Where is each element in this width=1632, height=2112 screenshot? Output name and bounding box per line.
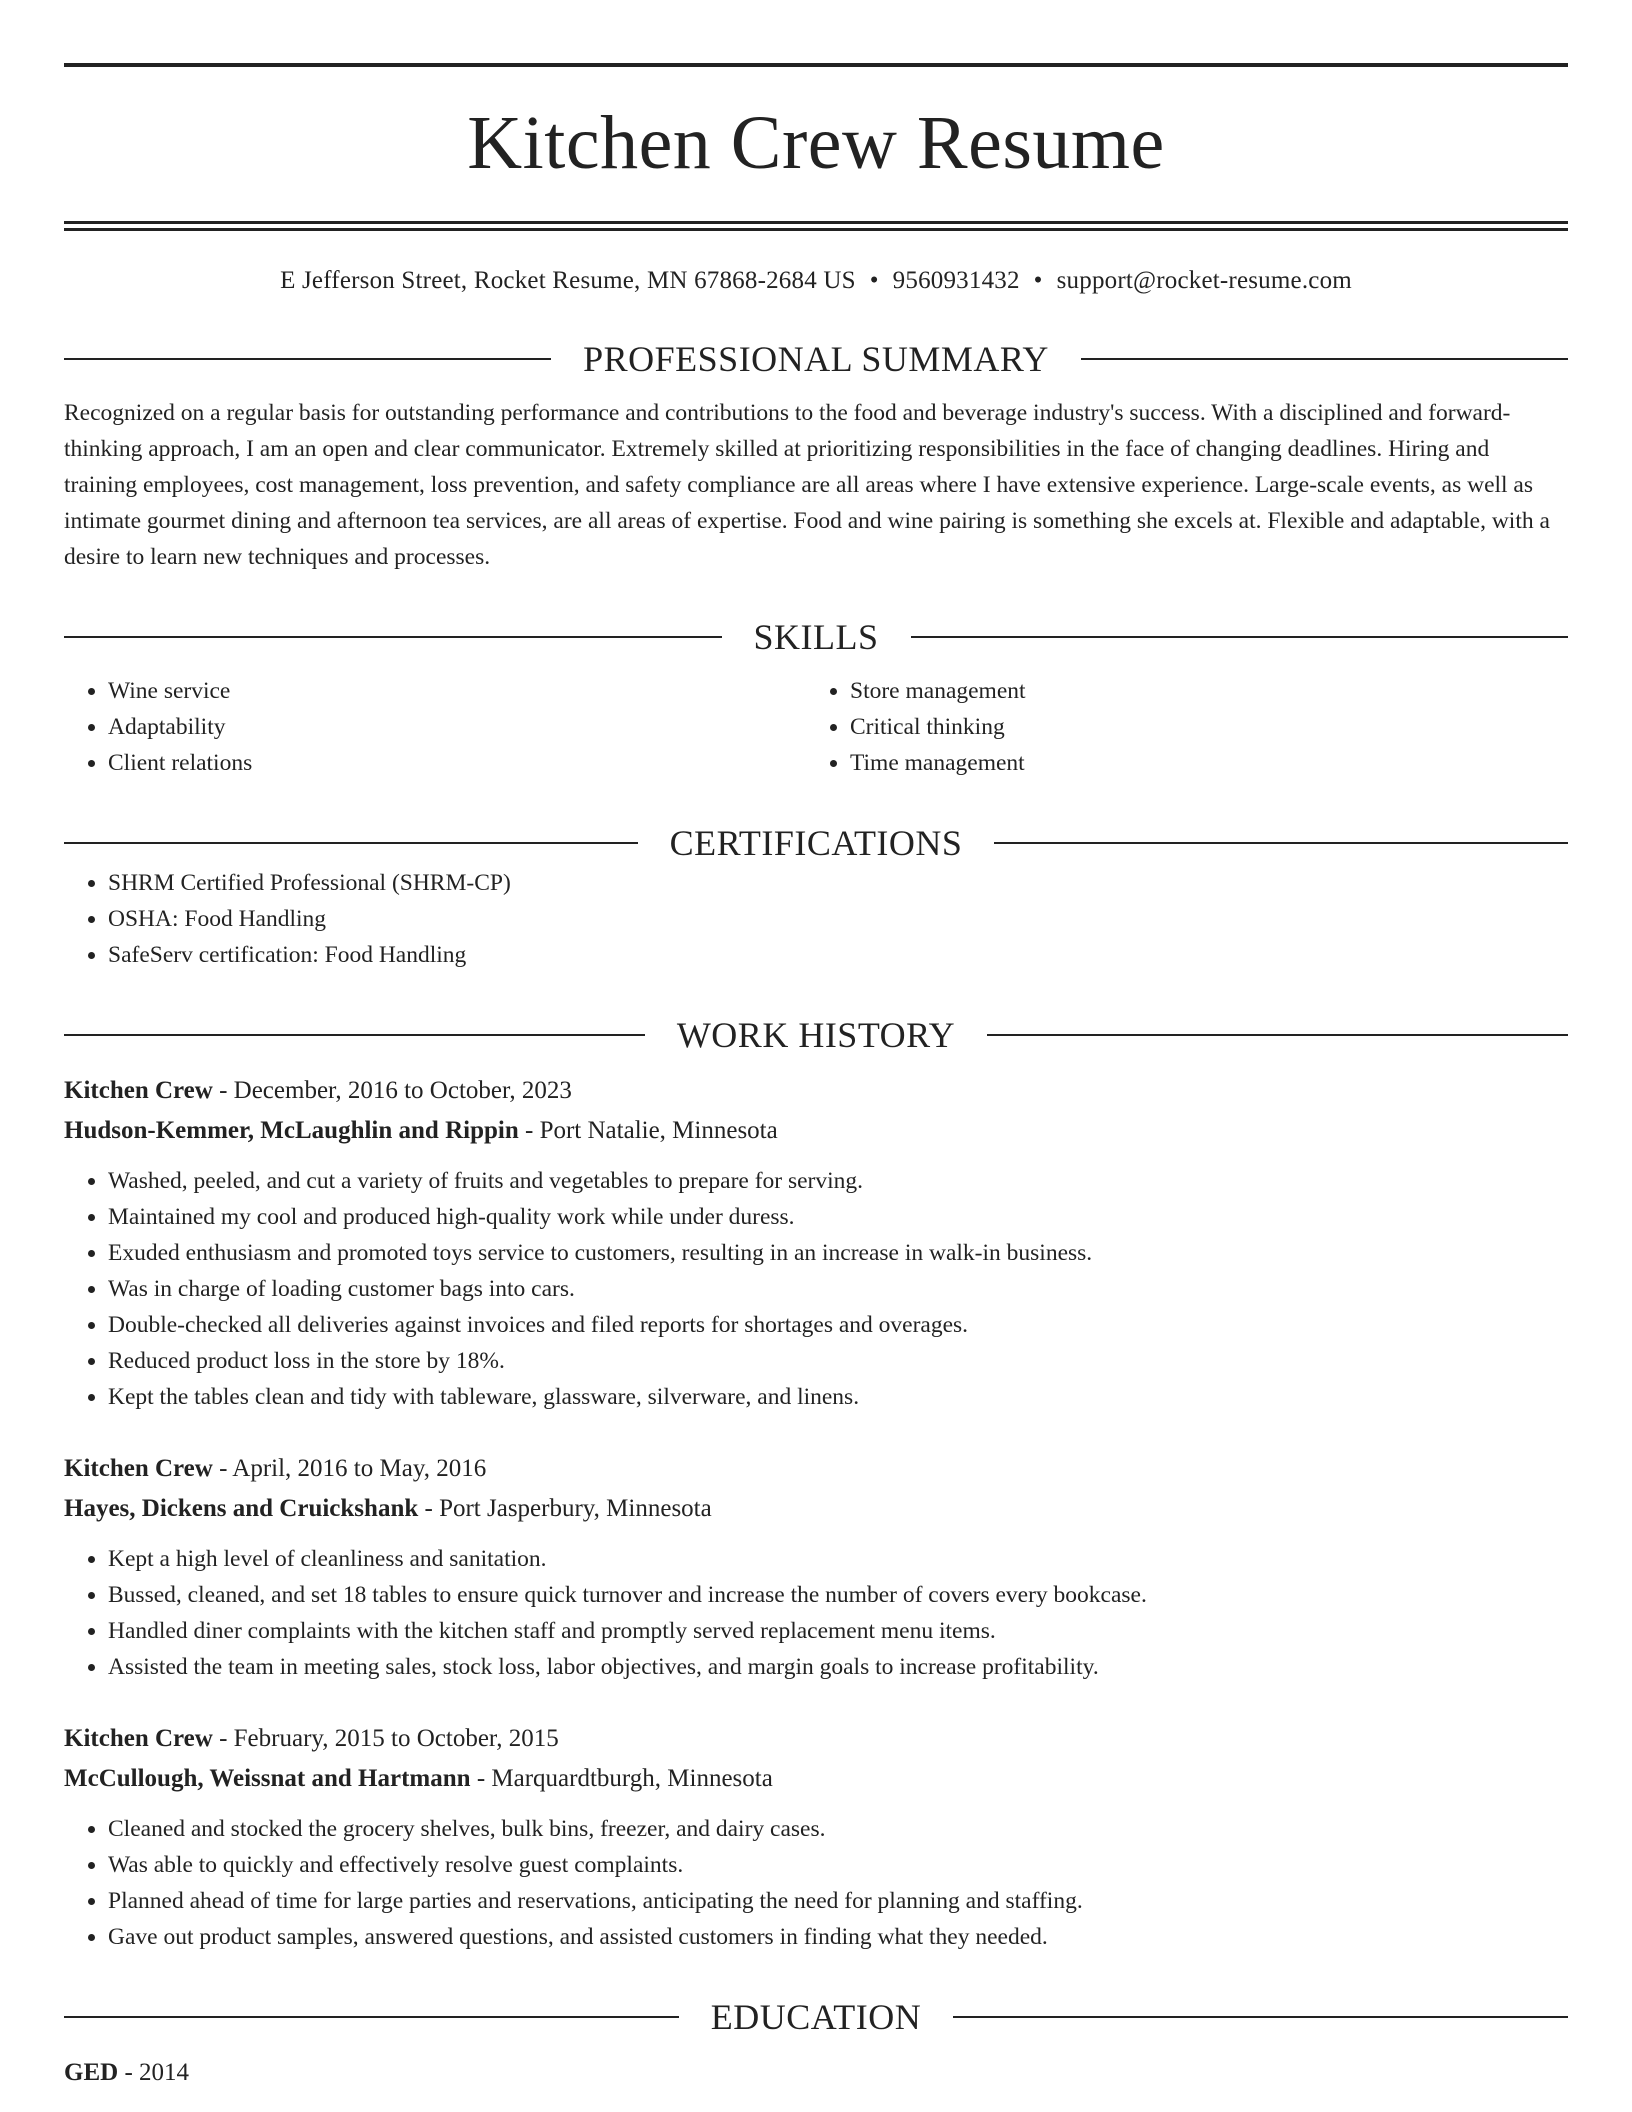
job-duty: • Was able to quickly and effectively resolve guest complaints.: [108, 1847, 1568, 1883]
contact-separator: •: [869, 267, 879, 294]
section-rule: [64, 842, 638, 844]
job-duty: • Assisted the team in meeting sales, stock loss, labor objectives, and margin goals to increase profitability.: [108, 1649, 1568, 1685]
job-role: Kitchen Crew: [64, 1077, 213, 1104]
job-company: Hayes, Dickens and Cruickshank: [64, 1495, 419, 1522]
job-duties-list: [64, 1541, 1568, 1685]
job-company: Hudson-Kemmer, McLaughlin and Rippin: [64, 1117, 519, 1144]
section-rule: [953, 2016, 1568, 2018]
job-location: - Marquardtburgh, Minnesota: [470, 1765, 773, 1792]
job-company: McCullough, Weissnat and Hartmann: [64, 1765, 471, 1792]
job-dates: - February, 2015 to October, 2015: [212, 1725, 559, 1752]
section-rule: [64, 358, 551, 360]
certification-item: • SHRM Certified Professional (SHRM-CP): [108, 865, 1568, 901]
section-title-summary: PROFESSIONAL SUMMARY: [583, 339, 1049, 379]
job-company-line: [64, 1489, 1568, 1529]
job-role: Kitchen Crew: [64, 1725, 213, 1752]
job-entry: [64, 1449, 1568, 1685]
job-role-line: [64, 1071, 1568, 1111]
section-header-skills: [64, 615, 1568, 659]
contact-address: E Jefferson Street, Rocket Resume, MN 67868-2684 US: [280, 267, 856, 294]
job-duty: • Cleaned and stocked the grocery shelves, bulk bins, freezer, and dairy cases.: [108, 1811, 1568, 1847]
job-location: - Port Jasperbury, Minnesota: [418, 1495, 712, 1522]
job-duty: • Exuded enthusiasm and promoted toys service to customers, resulting in an increase in walk-in business.: [108, 1235, 1568, 1271]
job-location: - Port Natalie, Minnesota: [518, 1117, 778, 1144]
top-rule: [64, 63, 1568, 67]
job-duty: • Was in charge of loading customer bags into cars.: [108, 1271, 1568, 1307]
skill-item: • Store management: [850, 673, 1548, 709]
job-duty: • Handled diner complaints with the kitchen staff and promptly served replacement menu items.: [108, 1613, 1568, 1649]
job-duty: • Kept the tables clean and tidy with tableware, glassware, silverware, and linens.: [108, 1379, 1568, 1415]
section-header-work-history: [64, 1013, 1568, 1057]
section-rule: [64, 2016, 679, 2018]
certification-item: • SafeServ certification: Food Handling: [108, 937, 1568, 973]
section-header-summary: [64, 337, 1568, 381]
skill-item: • Client relations: [108, 745, 806, 781]
job-dates: - December, 2016 to October, 2023: [212, 1077, 572, 1104]
job-role-line: [64, 1449, 1568, 1489]
job-duties-list: [64, 1811, 1568, 1955]
contact-separator: •: [1033, 267, 1043, 294]
section-rule: [911, 636, 1569, 638]
section-header-education: [64, 1995, 1568, 2039]
contact-email[interactable]: support@rocket-resume.com: [1056, 267, 1352, 294]
job-dates: - April, 2016 to May, 2016: [212, 1455, 487, 1482]
skills-column-left: [64, 673, 806, 781]
skill-item: • Time management: [850, 745, 1548, 781]
skills-list: [64, 673, 1568, 781]
section-rule: [64, 1034, 645, 1036]
section-header-certifications: [64, 821, 1568, 865]
job-duty: • Maintained my cool and produced high-quality work while under duress.: [108, 1199, 1568, 1235]
education-degree: GED: [64, 2059, 119, 2086]
job-duties-list: [64, 1163, 1568, 1415]
job-entry: [64, 1719, 1568, 1955]
contact-line: [64, 265, 1568, 297]
job-duty: • Bussed, cleaned, and set 18 tables to ensure quick turnover and increase the number of covers every bookcase.: [108, 1577, 1568, 1613]
title-double-rule: [64, 221, 1568, 231]
contact-phone[interactable]: 9560931432: [892, 267, 1020, 294]
resume-title: Kitchen Crew Resume: [467, 101, 1165, 185]
section-title-skills: SKILLS: [753, 617, 879, 657]
job-duty: • Kept a high level of cleanliness and sanitation.: [108, 1541, 1568, 1577]
section-rule: [994, 842, 1568, 844]
education-year: - 2014: [118, 2059, 190, 2086]
skill-item: • Critical thinking: [850, 709, 1548, 745]
section-title-work-history: WORK HISTORY: [676, 1015, 956, 1055]
job-duty: • Reduced product loss in the store by 18%.: [108, 1343, 1568, 1379]
job-company-line: [64, 1759, 1568, 1799]
certifications-list: [64, 865, 1568, 973]
section-rule: [64, 636, 722, 638]
job-entry: [64, 1071, 1568, 1415]
section-title-certifications: CERTIFICATIONS: [669, 823, 963, 863]
section-rule: [987, 1034, 1568, 1036]
job-role: Kitchen Crew: [64, 1455, 213, 1482]
job-duty: • Washed, peeled, and cut a variety of fruits and vegetables to prepare for serving.: [108, 1163, 1568, 1199]
skill-item: • Wine service: [108, 673, 806, 709]
job-role-line: [64, 1719, 1568, 1759]
section-title-education: EDUCATION: [710, 1997, 922, 2037]
certification-item: • OSHA: Food Handling: [108, 901, 1568, 937]
job-duty: • Planned ahead of time for large parties and reservations, anticipating the need for planning and staffing.: [108, 1883, 1568, 1919]
education-entry: [64, 2053, 1568, 2093]
job-duty: • Double-checked all deliveries against invoices and filed reports for shortages and overages.: [108, 1307, 1568, 1343]
skill-item: • Adaptability: [108, 709, 806, 745]
section-rule: [1081, 358, 1568, 360]
summary-text: Recognized on a regular basis for outstanding performance and contributions to the food and beverage industry's success. With a disciplined and forward-thinking approach, I am an open and clear communicator. Extremely skilled at prioritizing responsibilities in the face of changing deadlines. Hiring and training employees, cost management, loss prevention, and safety compliance are all areas where I have extensive experience. Large-scale events, as well as intimate gourmet dining and afternoon tea services, are all areas of expertise. Food and wine pairing is something she excels at. Flexible and adaptable, with a desire to learn new techniques and processes.: [64, 400, 1550, 570]
skills-column-right: [806, 673, 1548, 781]
job-company-line: [64, 1111, 1568, 1151]
job-duty: • Gave out product samples, answered questions, and assisted customers in finding what they needed.: [108, 1919, 1568, 1955]
